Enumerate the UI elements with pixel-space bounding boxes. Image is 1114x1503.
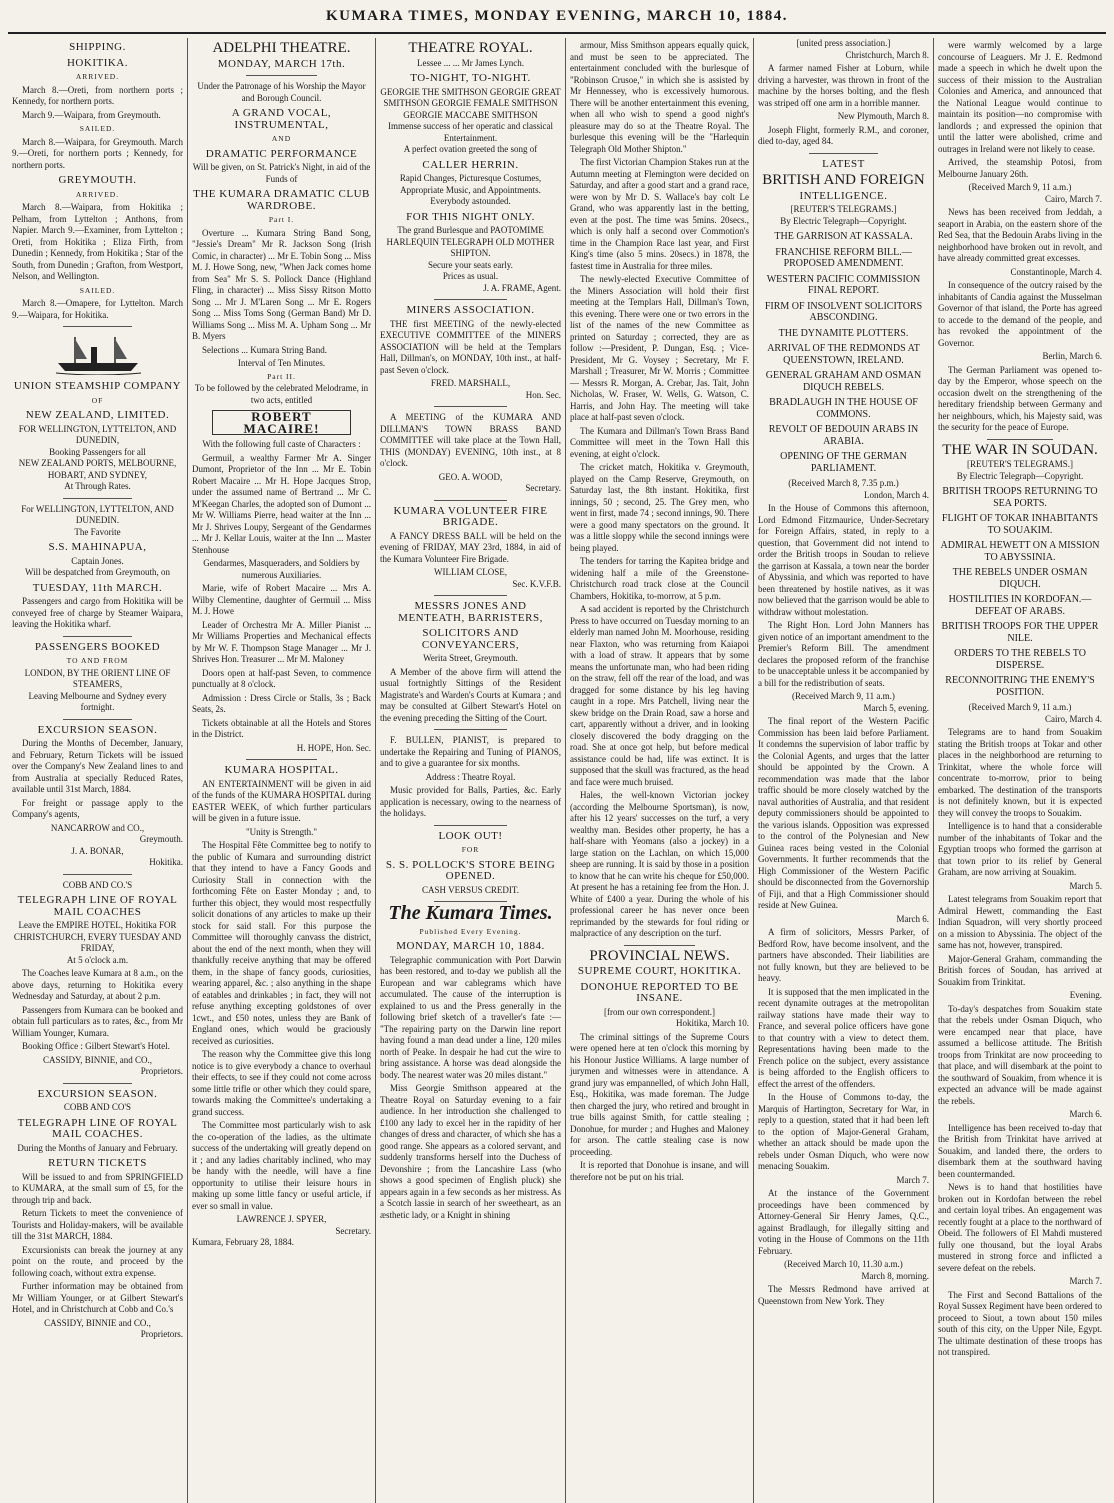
divider xyxy=(63,874,131,875)
passengers-text: Passengers from Kumara can be booked and obtain full particulars as to rates, &c., from Mr William Younger, Kumara. xyxy=(12,1004,183,1038)
headline-hewett: ADMIRAL HEWETT ON A MISSION TO ABYSSINIA. xyxy=(940,540,1100,563)
ship-name: S.S. MAHINAPUA, xyxy=(48,541,147,553)
reuters: [REUTER'S TELEGRAMS.] xyxy=(790,204,897,214)
news-trinkitat: Intelligence has been received to-day that the British from Trinkitat have arrived at Souakim, and landed there, the orders to disembark them at the southward having been countermanded. xyxy=(938,1122,1102,1179)
wood-title: Secretary. xyxy=(525,483,561,493)
cairo-date-2: Cairo, March 4. xyxy=(1045,713,1102,724)
entertainment-text: AN ENTERTAINMENT will be given in aid of the funds of the KUMARA HOSPITAL during EASTER WEEK, of which further particulars will be given in a future issue. xyxy=(192,778,371,823)
latest: LATEST xyxy=(822,157,865,170)
union-rates: At Through Rates. xyxy=(64,481,131,491)
proprietors-label: Proprietors. xyxy=(140,1066,183,1076)
british-foreign: BRITISH AND FOREIGN xyxy=(762,172,925,188)
news-kordofan: News is to hand that hostilities have broken out in Kordofan between the rebel and certain loyal tribes. An engagement was recently fought at a place to the northward of Obeid. The followers of El Mahdi mustered fully one thousand, but the loyal Arabs mustered in strong force and inflicted a severe defeat on the rebels. xyxy=(938,1182,1102,1273)
march-7: March 7. xyxy=(896,1174,929,1185)
divider xyxy=(434,406,506,407)
ovation: A perfect ovation greeted the song of xyxy=(403,144,538,154)
divider xyxy=(434,825,506,826)
return-text: Will be issued to and from SPRINGFIELD to KUMARA, at the small sum of £5, for the through trip and back. xyxy=(12,1171,183,1205)
agent-nancarrow-town: Greymouth. xyxy=(139,834,183,844)
ladies-text: The Committee most particularly wish to ask the co-operation of the ladies, as the ultimate success of the undertaking will greatly depend on it ; and any ladies charitably inclined, who may be handy with the needle, will have a fine opportunity to utilise their leisure hours in making up some little fancy or useful article, if ever so small in value. xyxy=(192,1120,371,1211)
news-band: The Kumara and Dillman's Town Brass Band Committee will meet in the Town Hall this evening, at eight o'clock. xyxy=(570,425,749,459)
supreme-court: SUPREME COURT, HOKITIKA. xyxy=(577,965,742,977)
headline-reconnoitring: RECONNOITRING THE ENEMY'S POSITION. xyxy=(945,675,1095,698)
programme-part-1: Overture ... Kumara String Band Song, "Jessie's Dream" Mr R. Jackson Song (Irish Comic, in character) ... Mr E. Tobin Song ... Miss M. J. Howe Song, new, "When Jack comes home from Sea" Mr S. S. Pollock Dance (Highland Fling, in character) ... Miss Sissy Ritson Motto Song ... Mr J. M'Laren Song ... Mr E. Rogers Song ... Miss Toms Song (German Band) Mr D. Williams Song ... Miss M. A. Upham Song ... Mr B. Myers xyxy=(192,227,371,341)
look-out: LOOK OUT! xyxy=(438,829,503,842)
union-ports: NEW ZEALAND PORTS, MELBOURNE, HOBART, AND SYDNEY, xyxy=(18,458,177,480)
to-and-from: TO AND FROM xyxy=(66,656,129,665)
close-title: Sec. K.V.F.B. xyxy=(512,578,561,589)
hokitika-arrivals: March 8.—Oreti, from northern ports ; Kennedy, for northern ports. xyxy=(12,84,183,106)
received-4: (Received March 9, 11 a.m.) xyxy=(968,182,1072,192)
bullen-address: Address : Theatre Royal. xyxy=(425,771,516,782)
electric-telegraph: By Electric Telegraph—Copyright. xyxy=(780,215,907,226)
adelphi-heading: ADELPHI THEATRE. xyxy=(212,40,351,56)
fire-brigade-text: A FANCY DRESS BALL will be held on the evening of FRIDAY, MAY 23rd, 1884, in aid of the Kumara Volunteer Fire Brigade. xyxy=(380,530,561,564)
this-night-only: FOR THIS NIGHT ONLY. xyxy=(406,210,535,223)
headline-franchise: FRANCHISE REFORM BILL.—PROPOSED AMENDMENT. xyxy=(775,246,912,269)
adelphi-date: MONDAY, MARCH 17th. xyxy=(217,57,346,70)
divider xyxy=(63,719,131,720)
divider xyxy=(987,439,1053,440)
telegraph-text: Telegraphic communication with Port Darwin has been restored, and to-day we publish all the European and war cablegrams which have accumulated. The cause of the interruption is explained to us and the Press generally in the following brief sketch of a traveller's fate :— "The repairing party on the Darwin line report having found a man dead under a line, 120 miles north of Peake. In despair he had cut the wire to bring assistance. A horse was dead alongside the body. The nearest water was 20 miles distant." xyxy=(380,954,561,1080)
proprietors: CASSIDY, BINNIE, and CO., xyxy=(42,1054,153,1065)
news-kassala: In the House of Commons this afternoon, Lord Edmond Fitzmaurice, Under-Secretary for Foreign Affairs, stated, in reply to a question, that Government did not intend to order the British troops in Soudan to relieve the garrison at Kassala, a town near the border of Abyssinia, and which was reported to have been threatened by hostile natives, as it was now believed that the garrison would be able to withdraw without molestation. xyxy=(758,503,929,617)
spyer-signature: LAWRENCE J. SPYER, xyxy=(236,1214,327,1224)
wood-signature: GEO. A. WOOD, xyxy=(438,471,503,482)
shipping-heading: SHIPPING. xyxy=(69,41,126,53)
news-smithson: armour, Miss Smithson appears equally quick, and must be seen to be appreciated. The entertainment concluded with the burlesque of "Robinson Crusoe," in which she is assisted by Mr Hennessey, who is excessively humorous. There will be another entertainment this evening, when all who wish to spend a good night's pleasure may do so at the Theatre Royal. The burlesque this evening will be the "Harlequin Telegraph Old Mother Shipton." xyxy=(570,40,749,154)
headline-disperse: ORDERS TO THE REBELS TO DISPERSE. xyxy=(954,648,1086,671)
news-redmonds: The Messrs Redmond have arrived at Queenstown from New York. They xyxy=(758,1284,929,1306)
cast-list: Germuil, a wealthy Farmer Mr A. Singer Dumont, Proprietor of the Inn ... Mr E. Tobin Robert Macaire ... Mr H. Hope Jacques Strop, under the assumed name of Bertrand ... Mr C. M'Keegan Charles, the adopted son of Dumont ... Mr W. Williams Pierre, head waiter at the Inn ... Mr J. Shrives Loupy, Sergeant of the Gendarmes ... Mr J. Kellar Louis, waiter at the Inn ... Master Stenhouse xyxy=(192,452,371,555)
return-text-2: Return Tickets to meet the convenience of Tourists and Holiday-makers, will be available till the 31st MARCH, 1884. xyxy=(12,1208,183,1241)
tickets: Tickets obtainable at all the Hotels and Stores in the District. xyxy=(192,717,371,739)
leaving: Leaving Melbourne and Sydney every fortnight. xyxy=(28,690,167,712)
news-sussex: The First and Second Battalions of the Royal Sussex Regiment have been ordered to proceed to Siout, a town about 150 miles south of this city, on the Upper Nile, Egypt. The ultimate destination of these troops has not transpired. xyxy=(938,1289,1102,1357)
received-3: (Received March 10, 11.30 a.m.) xyxy=(784,1259,903,1269)
march-6-b: March 6. xyxy=(1069,1109,1102,1119)
caller-herrin: CALLER HERRIN. xyxy=(422,158,519,171)
miners-text: THE first MEETING of the newly-elected EXECUTIVE COMMITTEE of the MINERS ASSOCIATION will be held at the Templars Hall, Dillman's, on MONDAY, 10th inst., at half-past Seven o'clock. xyxy=(380,318,561,375)
news-osman-rebels: To-day's despatches from Souakim state that the rebels under Osman Diquch, who were encamped near that place, have assumed a bellicose attitude. The British troops from Trinkitat are now proceeding to that place, and will disembark at the point to the southward of Souakim, from whence it is expected an advance will be made against the rebels. xyxy=(938,1003,1102,1106)
greymouth-arrivals: March 8.—Waipara, from Hokitika ; Pelham, from Lyttelton ; Anthons, from Napier. March 9.—Examiner, from Lyttelton ; Oreti, from Hokitika ; Eliza Firth, from Dunedin ; Kennedy, from Hokitika ; Star of the South, from Dunedin ; Grafton, from Westport, Nelson, and Wellington. xyxy=(12,202,183,281)
divider xyxy=(434,299,506,300)
divider xyxy=(624,945,696,946)
admission: Admission : Dress Circle or Stalls, 3s ; Back Seats, 2s. xyxy=(192,692,371,714)
georgie-text: Miss Georgie Smithson appeared at the Theatre Royal on Saturday evening to a fair audience. In her introduction she challenged to £100 any lady to excel her in the rapidity of her changes of dress and character, of which she has a good range. She appears as a colored servant, and suddenly transforms herself into the Duchess of Devonshire ; from the Lancashire Lass (who shows a good specimen of English pluck) she appears again in a few seconds as her mistress. As a Scotch lassie in search of her sweetheart, as an æsthetic lady, or a Knight in shining xyxy=(380,1083,561,1220)
news-graham: Major-General Graham, commanding the British forces of Soudan, has arrived at Souakim from Trinkitat. xyxy=(938,953,1102,987)
bullen-music: Music provided for Balls, Parties, &c. Early application is necessary, owing to the nearness of the holidays. xyxy=(380,785,561,818)
solicitors: SOLICITORS AND CONVEYANCERS, xyxy=(421,627,520,651)
received-2: (Received March 9, 11 a.m.) xyxy=(792,691,895,701)
news-hales: Hales, the well-known Victorian jockey (according the Melbourne Sportsman), is now, after his 12 years' successes on the turf, a very wealthy man. Besides other property, he has a half-share with Yeomans (also a jockey) in a large station on the Lachlan, on which 15,000 sheep are running. It is said by those in a position to know that he can write his cheque for £50,000. At present he has a retaining fee from the Hon. J. White of £400 a year. During the whole of his professional career he has never once been reprimanded by the stewards for foul riding or malpractice of any description on the turf. xyxy=(570,790,749,938)
greymouth-heading: GREYMOUTH. xyxy=(58,174,137,186)
patronage: Under the Patronage of his Worship the Mayor and Borough Council. xyxy=(197,81,366,103)
column-shipping xyxy=(8,38,188,1503)
news-farmer: A farmer named Fisher at Loburn, while driving a harvester, was thrown in front of the machine by the horses bolting, and the flesh was striped off one arm in a horrible manner. xyxy=(758,63,929,108)
news-parker: A firm of solicitors, Messrs Parker, of Bedford Row, have become insolvent, and the partners have absconded. Their liabilities are not fully known, but they are believed to be heavy. xyxy=(758,927,929,983)
miners-heading: MINERS ASSOCIATION. xyxy=(406,304,535,316)
hokitika-heading: HOKITIKA. xyxy=(66,56,128,69)
arrived-label: ARRIVED. xyxy=(75,72,120,81)
cairo-date: Cairo, March 7. xyxy=(1045,193,1102,204)
coaches-text: The Coaches leave Kumara at 8 a.m., on the above days, returning to Hokitika every Wednesday and Saturday, at about 2 p.m. xyxy=(12,968,183,1001)
news-hartington: In the House of Commons to-day, the Marquis of Hartington, Secretary for War, in reply to a question, stated that it had been left to the option of Major-General Graham, whether an attack should be made upon the rebels under Osman Diquch, who were now menacing Souakim. xyxy=(758,1092,929,1171)
despatch: Will be despatched from Greymouth, on xyxy=(24,567,171,577)
return-signature: CASSIDY, BINNIE and CO., xyxy=(44,1317,151,1328)
followed-by: To be followed by the celebrated Melodrame, in two acts, entitled xyxy=(194,383,369,405)
part-2: Part II. xyxy=(267,371,296,381)
constantinople-date: Constantinople, March 4. xyxy=(1010,266,1102,277)
prices: Prices as usual. xyxy=(442,271,499,281)
headline-redmonds: ARRIVAL OF THE REDMONDS AT QUEENSTOWN, IRELAND. xyxy=(767,343,920,366)
headline-western-pacific: WESTERN PACIFIC COMMISSION FINAL REPORT. xyxy=(766,273,921,296)
news-candia: In consequence of the outcry raised by the inhabitants of Candia against the Musselman Governor of that island, the Porte has agreed to accede to the demand of the people, and has revoked the appointment of the Governor. xyxy=(938,280,1102,348)
news-tokar-inhabitants: Intelligence is to hand that a considerable number of the inhabitants of Tokar and the Egyptian troops who formed the garrison at that town prior to its relief by General Graham, are now arriving at Souakim. xyxy=(938,821,1102,877)
provincial-heading: PROVINCIAL NEWS. xyxy=(589,947,730,964)
march-6: March 6. xyxy=(896,913,929,924)
unity-motto: "Unity is Strength." xyxy=(245,826,318,837)
news-dynamite: It is supposed that the men implicated in the recent dynamite outrages at the metropolitan railway stations have made their way to France, and several police officers have gone to that country with a view to detect them. Representations having been made to the French police on the subject, every assistance is being afforded to the English officers to effect the arrest of the offenders. xyxy=(758,986,929,1089)
return-tickets: RETURN TICKETS xyxy=(48,1157,147,1169)
interval: Interval of Ten Minutes. xyxy=(237,358,326,368)
divider xyxy=(63,498,131,499)
tonight: TO-NIGHT, TO-NIGHT. xyxy=(410,72,531,84)
column-soudan xyxy=(934,38,1106,1503)
war-soudan-heading: THE WAR IN SOUDAN. xyxy=(942,441,1098,458)
favorite: The Favorite xyxy=(74,526,121,537)
march-8-morning: March 8, morning. xyxy=(861,1270,929,1281)
electric-telegraph-2: By Electric Telegraph—Copyright. xyxy=(956,470,1084,481)
news-potosi: Arrived, the steamship Potosi, from Melbourne January 26th. xyxy=(938,157,1102,179)
grand-vocal: A GRAND VOCAL, INSTRUMENTAL, xyxy=(231,107,332,131)
divider xyxy=(434,729,506,730)
cobb-heading: COBB AND CO.'S xyxy=(62,879,133,890)
reason-text: The reason why the Committee give this long notice is to give everybody a chance to overhaul their effects, to see if they could not come across some little trifle or other which they could spare, towards making the Committee's undertaking a grand success. xyxy=(192,1049,371,1117)
union-for: FOR WELLINGTON, LYTTELTON, AND DUNEDIN, xyxy=(18,423,177,445)
own-correspondent: [from our own correspondent.] xyxy=(604,1006,715,1017)
headline-kordofan: HOSTILITIES IN KORDOFAN.—DEFEAT OF ARABS. xyxy=(948,594,1092,617)
news-souakim: Telegrams are to hand from Souakim stating the British troops at Tokar and other places in the neighborhood are returning to Trinkitat, where the whole force will concentrate to-morrow, prior to being embarked. The destination of the transports is not definitely known, but it is expected they will convey the troops to Souakim. xyxy=(938,727,1102,818)
march-7-b: March 7. xyxy=(1069,1276,1102,1286)
member-text: A Member of the above firm will attend the usual fortnightly Sittings of the Resident Magistrate's and Warden's Courts at Kumara ; and may be consulted at Gilbert Stewart's Hotel on the evening preceding the Sitting of the Court. xyxy=(380,666,561,723)
column-local-news xyxy=(566,38,754,1503)
robert-macaire-title: ROBERT MACAIRE! xyxy=(212,410,351,435)
hokitika-sailings: March 8.—Waipara, for Greymouth. March 9.—Oreti, for northern ports ; Kennedy, for northern ports. xyxy=(12,136,183,170)
secure-seats: Secure your seats early. xyxy=(428,259,513,270)
union-nz: NEW ZEALAND, LIMITED. xyxy=(25,409,170,421)
news-western-pacific: The final report of the Western Pacific Commission has been laid before Parliament. It condemns the supervision of labor traffic by the Colonial Agents, and urges that the latter should be appointed by the Crown. A recommendation was made that the labor traffic should be more closely watched by the naval authorities of Australia, and that resident deputy commissioners should be appointed to the various islands. Opposition was expressed to the control of the Polynesian and New Guinea races being vested in the Colonial Governments. It further recommends that the High Commissioner of the Western Pacific should be disconnected from the Governorship of Fiji, and that a High Commissioner should reside at New Guinea. xyxy=(758,716,929,910)
agent-nancarrow: NANCARROW and CO., xyxy=(50,822,145,833)
divider xyxy=(434,500,506,501)
union-booking: Booking Passengers for all xyxy=(49,446,146,457)
rapid-changes: Rapid Changes, Picturesque Costumes, Appropriate Music, and Appointments. Everybody astounded. xyxy=(399,173,542,206)
freight-text: For freight or passage apply to the Company's agents, xyxy=(12,797,183,819)
gendarmes: Gendarmes, Masqueraders, and Soldiers by numerous Auxiliaries. xyxy=(203,558,360,580)
paper-title: The Kumara Times. xyxy=(388,902,553,924)
masthead: KUMARA TIMES, MONDAY EVENING, MARCH 10, 1884. xyxy=(326,8,788,24)
news-champion-stakes: The first Victorian Champion Stakes run at the Autumn meeting at Flemington were decided on Saturday, and after a good start and a grand race, were won by Mr D. S. Wallace's bay colt Le Grand, who was apparently last in the betting, even at the post. The time was 5mins. 20secs., which is only half a second over Commotion's time in the Champion Race last year, and First King's time (also 5 mins. 20secs.) in 1878, the fastest time in Australia for three miles. xyxy=(570,157,749,271)
headline-bradlaugh: BRADLAUGH IN THE HOUSE OF COMMONS. xyxy=(769,397,918,420)
cast-heading: With the following full caste of Characters : xyxy=(202,439,361,449)
headline-bedouin: REVOLT OF BEDOUIN ARABS IN ARABIA. xyxy=(768,424,919,447)
received-1: (Received March 8, 7.35 p.m.) xyxy=(788,478,899,488)
agent-bonar-town: Hokitika. xyxy=(149,857,183,867)
new-plymouth-date: New Plymouth, March 8. xyxy=(837,111,929,121)
club-wardrobe: THE KUMARA DRAMATIC CLUB WARDROBE. xyxy=(193,188,370,212)
headline-dynamite: THE DYNAMITE PLOTTERS. xyxy=(778,327,909,339)
news-manners: The Right Hon. Lord John Manners has given notice of an important amendment to the Premier's Reform Bill. The amendment declares the proposed reform of the franchise to be unacceptable unless it be accompanied by a bill for the redistribution of seats. xyxy=(758,620,929,688)
cargo-note: Passengers and cargo from Hokitika will be conveyed free of charge by Steamer Waipara, leaving the Hokitika wharf. xyxy=(12,596,183,629)
masthead-rule xyxy=(8,32,1106,34)
news-accident: A sad accident is reported by the Christchurch Press to have occurred on Tuesday morning to an elderly man named John M. Moorhouse, residing near Flaxton, who was returning from Kaiapoi with a load of straw. It appears that by some means the unfortunate man, who had been riding on the straw, fell off the rear of the load, and was dragged for some distance by his leg having caught in a rope. Mrs Patchell, living near the skew bridge on the Drain Road, saw a horse and cart, apparently without a driver, and in looking closely discovered the body dragging on the road. She at once got help, but before medical assistance could be had, life was extinct. It is supposed that the skull was fractured, as the head and face were much bruised. xyxy=(570,604,749,787)
divider xyxy=(63,326,131,327)
orchestra-staff: Leader of Orchestra Mr A. Miller Pianist ... Mr Williams Properties and Mechanical effects by Mr W. F. Thompson Stage Manager ... Mr J. Shrives Hon. Treasurer ... Mr M. Maloney xyxy=(192,619,371,664)
return-text-4: Further information may be obtained from Mr William Younger, or at Gilbert Stewart's Hotel, and in Christchurch at Cobb and Co.'s xyxy=(12,1281,183,1314)
excursion-heading-2: EXCURSION SEASON. xyxy=(37,1087,158,1100)
sailed-label: SAILED. xyxy=(79,124,116,133)
jones-menteath: MESSRS JONES AND MENTEATH, BARRISTERS, xyxy=(398,600,543,624)
news-criminal-sittings: The criminal sittings of the Supreme Cours were opened here at ten o'clock this morning by his Honour Justice Williams. A large number of jurymen and witnesses were in attendance. A grand jury was empannelled, of which John Hall, Esq., Hokitika, was made foreman. The Judge then charged the jury, who retired and brought in true bills against Smith, for cattle stealing ; Donohue, for murder ; and Hughes and Maloney for arson. The cattle stealing case is now proceeding. xyxy=(570,1031,749,1157)
headline-osman: THE REBELS UNDER OSMAN DIQUCH. xyxy=(952,567,1088,590)
hospital-heading: KUMARA HOSPITAL. xyxy=(224,764,339,776)
news-jeddah: News has been received from Jeddah, a seaport in Arabia, on the eastern shore of the Red Sea, that the Bedouin Arabs living in the neighborhood have broken out in revolt, and have already committed great excesses. xyxy=(938,207,1102,263)
news-bradlaugh: At the instance of the Government proceedings have been commenced by Attorney-General Sir Henry James, Q.C., against Bradlaugh, for illegally sitting and voting in the House of Commons on the 11th February. xyxy=(758,1188,929,1256)
kumara-date: Kumara, February 28, 1884. xyxy=(192,1237,294,1247)
intelligence: INTELLIGENCE. xyxy=(799,189,888,202)
union-heading: UNION STEAMSHIP COMPANY xyxy=(13,380,182,392)
news-hewett: Latest telegrams from Souakim report that Admiral Hewett, commanding the East Indian Squadron, will very shortly proceed on a mission to Abyssinia. The object of the same has not, however, transpired. xyxy=(938,894,1102,950)
telegraph-line-2: TELEGRAPH LINE OF ROYAL MAIL COACHES. xyxy=(17,1116,178,1140)
captain: Captain Jones. xyxy=(71,555,124,566)
close-signature: WILLIAM CLOSE, xyxy=(434,567,507,577)
headline-kassala: THE GARRISON AT KASSALA. xyxy=(774,231,913,242)
column-intelligence xyxy=(754,38,934,1503)
hokitika-arrivals-2: March 9.—Waipara, from Greymouth. xyxy=(22,109,161,120)
march-5-evening: March 5, evening. xyxy=(863,702,929,713)
fete-text: The Hospital Fête Committee beg to notify to the public of Kumara and surrounding district that they intend to have a Fancy Goods and Curiosity Stall in connection with the forthcoming Fête on Easter Monday ; and, to further this object, they would most respectfully solicit donations of any articles to make up their stock for said stall. For this purpose the Committee will thoroughly canvass the district, about the end of the next month, when they will thankfully receive anything that may be offered them, in the shape of fancy goods, curiosities, wearing apparel, &c. ; also anything in the shape of eatables and drinkables ; in fact, they will not refuse anything excepting goldstones of over 1cwt., and £50 notes, unless they are Bank of England ones, which would be graciously received as curiosities. xyxy=(192,840,371,1046)
donohue-heading: DONOHUE REPORTED TO BE INSANE. xyxy=(580,980,739,1004)
divider xyxy=(434,595,506,596)
orient-line: LONDON, BY THE ORIENT LINE OF STEAMERS, xyxy=(24,667,171,689)
news-tenders: The tenders for tarring the Kapitea bridge and widening half a mile of the Greenstone-Christchurch road track close at the Council Chambers, Hokitika, to-morrow, at 5 p.m. xyxy=(570,556,749,601)
steamship-icon xyxy=(53,333,143,375)
selections: Selections ... Kumara String Band. xyxy=(202,344,327,355)
upa-label: [united press association.] xyxy=(796,38,891,48)
bullen-text: F. BULLEN, PIANIST, is prepared to undertake the Repairing and Tuning of PIANOS, and to give a guarantee for six months. xyxy=(380,735,561,768)
band-meeting: A MEETING of the KUMARA AND DILLMAN'S TOWN BRASS BAND COMMITTEE will take place at the Town Hall, THIS (MONDAY) EVENING, 10th inst., at 8 o'clock. xyxy=(380,412,561,468)
divider xyxy=(63,1083,131,1084)
marie-clementine: Marie, wife of Robert Macaire ... Mrs A. Wilby Clementine, daughter of Germuil ... Miss M. J. Howe xyxy=(192,583,371,616)
paper-date: MONDAY, MARCH 10, 1884. xyxy=(396,940,545,952)
news-donohue: It is reported that Donohue is insane, and will therefore not be put on his trial. xyxy=(570,1160,749,1182)
columns xyxy=(8,38,1106,1503)
divider xyxy=(246,75,318,76)
given-text: Will be given, on St. Patrick's Night, in aid of the Funds of xyxy=(192,162,371,184)
for-label: FOR xyxy=(461,845,480,854)
divider xyxy=(809,153,877,154)
during-months: During the Months of January and February. xyxy=(17,1142,178,1153)
march-5: March 5. xyxy=(1069,880,1102,891)
fire-brigade-heading: KUMARA VOLUNTEER FIRE BRIGADE. xyxy=(393,504,548,528)
excursion-text: During the Months of December, January, and February, Return Tickets will be issued over the Company's New Zealand lines to and from Australia at specially Reduced Rates, available until 31st March, 1884. xyxy=(12,738,183,794)
doors-open: Doors open at half-past Seven, to commence punctually at 8 o'clock. xyxy=(192,667,371,689)
headline-solicitors: FIRM OF INSOLVENT SOLICITORS ABSCONDING. xyxy=(764,300,923,323)
return-text-3: Excursionists can break the journey at any point on the route, and proceed by the following coach, without extra expense. xyxy=(12,1244,183,1278)
news-miners-committee: The newly-elected Executive Committee of the Miners Association will hold their first meeting at the Templars Hall, Dillman's Town, this evening. There were one or two errors in the list of the names of the new Committee as printed on Saturday ; corrected, they are as follow :—President, P. Dungan, Esq. ; Vice-President, Mr G. Voysey ; Secretary, Mr F. Marshall ; Treasurer, Mr W. Morris ; Committee — Messrs R. Morgan, A. Crebar, Jas. Tait, John Nicholas, W. Fraser, W. Wells, G. Watson, C. Harris, and John Hay. The meeting will take place at half-past seven o'clock. xyxy=(570,274,749,422)
divider xyxy=(246,759,318,760)
leave-empire: Leave the EMPIRE HOTEL, Hokitika FOR CHRISTCHURCH, EVERY TUESDAY AND FRIDAY, xyxy=(13,920,182,953)
london-date: London, March 4. xyxy=(864,489,929,500)
smithson-billing: GEORGIE THE SMITHSON GEORGIE GREAT SMITHSON GEORGIE FEMALE SMITHSON GEORGIE MACCABE SMITHSON xyxy=(380,86,561,120)
booking-office: Booking Office : Gilbert Stewart's Hotel. xyxy=(22,1041,170,1051)
departure-date: TUESDAY, 11th MARCH. xyxy=(32,581,163,594)
excursion-heading: EXCURSION SEASON. xyxy=(37,723,158,736)
divider xyxy=(63,636,131,637)
news-redmond-speech: were warmly welcomed by a large concourse of Leaguers. Mr J. E. Redmond made a speech in which he dwelt upon the success of their mission to the Australian Colonies and America, and announced that the National League would continue to maintain its position—no compromise with landlords ; and expressed the opinion that until the latter were abolished, crime and outrages in Ireland were not likely to cease. xyxy=(938,40,1102,154)
hope-signature: H. HOPE, Hon. Sec. xyxy=(296,742,371,753)
return-signature-label: Proprietors. xyxy=(140,1329,183,1339)
christchurch-date: Christchurch, March 8. xyxy=(845,49,929,60)
union-for-2: For WELLINGTON, LYTTELTON, AND DUNEDIN. xyxy=(21,503,174,525)
telegraph-line: TELEGRAPH LINE OF ROYAL MAIL COACHES xyxy=(17,894,178,918)
pollock-store: S. S. POLLOCK'S STORE BEING OPENED. xyxy=(385,858,556,882)
column-theatre-royal xyxy=(376,38,566,1503)
headline-tokar: FLIGHT OF TOKAR INHABITANTS TO SOUAKIM. xyxy=(941,513,1099,536)
frame-signature: J. A. FRAME, Agent. xyxy=(483,282,561,293)
headline-upper-nile: BRITISH TROOPS FOR THE UPPER NILE. xyxy=(941,621,1099,644)
lessee: Lessee ... ... Mr James Lynch. xyxy=(417,57,524,68)
theatre-royal-heading: THEATRE ROYAL. xyxy=(408,40,533,56)
werita-street: Werita Street, Greymouth. xyxy=(423,653,518,663)
greymouth-sailings: March 8.—Omapere, for Lyttelton. March 9.—Waipara, for Hokitika. xyxy=(12,298,183,320)
at-5: At 5 o'clock a.m. xyxy=(66,954,129,965)
news-german-parliament: The German Parliament was opened to-day by the Emperor, whose speech on the occasion dwelt on the strengthening of the hereditary friendship between Germany and her neighbours, which, his Majesty said, was the security for the peace of Europe. xyxy=(938,364,1102,432)
marshall-signature: FRED. MARSHALL, xyxy=(430,378,511,388)
dramatic-performance: DRAMATIC PERFORMANCE xyxy=(205,147,358,160)
berlin-date: Berlin, March 6. xyxy=(1042,351,1102,361)
evening: Evening. xyxy=(1069,990,1102,1000)
news-flight: Joseph Flight, formerly R.M., and coroner, died to-day, aged 84. xyxy=(758,124,929,146)
agent-bonar: J. A. BONAR, xyxy=(71,845,124,856)
news-cricket: The cricket match, Hokitika v. Greymouth, played on the Camp Reserve, Greymouth, on Saturday last, the 8th instant. Hokitika, first innings, 50 ; second, 25. The Grey men, who went in first, made 74 ; second innings, 90. There were a good many spectators on the ground. It was a little sloppy while the second innings were being played. xyxy=(570,462,749,553)
column-adelphi xyxy=(188,38,376,1503)
and-label: AND xyxy=(271,134,292,143)
sailed-label-2: SAILED. xyxy=(79,285,116,295)
headline-troops-returning: BRITISH TROOPS RETURNING TO SEA PORTS. xyxy=(942,486,1098,509)
published: Published Every Evening. xyxy=(419,926,522,936)
hokitika-date: Hokitika, March 10. xyxy=(676,1018,749,1028)
headline-graham: GENERAL GRAHAM AND OSMAN DIQUCH REBELS. xyxy=(765,370,922,393)
cash-credit: CASH VERSUS CREDIT. xyxy=(422,884,519,895)
received-5: (Received March 9, 11 a.m.) xyxy=(968,702,1072,712)
secretary-label: Secretary. xyxy=(335,1225,371,1236)
arrived-label-2: ARRIVED. xyxy=(75,189,120,199)
burlesque: The grand Burlesque and PAOTOMIME HARLEQUIN TELEGRAPH OLD MOTHER SHIPTON. xyxy=(386,225,555,258)
passengers-booked: PASSENGERS BOOKED xyxy=(34,640,161,653)
cobb-heading-2: COBB AND CO'S xyxy=(63,1102,132,1112)
success: Immense success of her operatic and classical Entertainment. xyxy=(388,121,553,143)
part-1: Part I. xyxy=(268,215,295,224)
union-of: OF xyxy=(91,395,104,405)
reuters-2: [REUTER'S TELEGRAMS.] xyxy=(967,459,1073,469)
marshall-title: Hon. Sec. xyxy=(525,389,561,400)
headline-german-parliament: OPENING OF THE GERMAN PARLIAMENT. xyxy=(780,451,907,474)
